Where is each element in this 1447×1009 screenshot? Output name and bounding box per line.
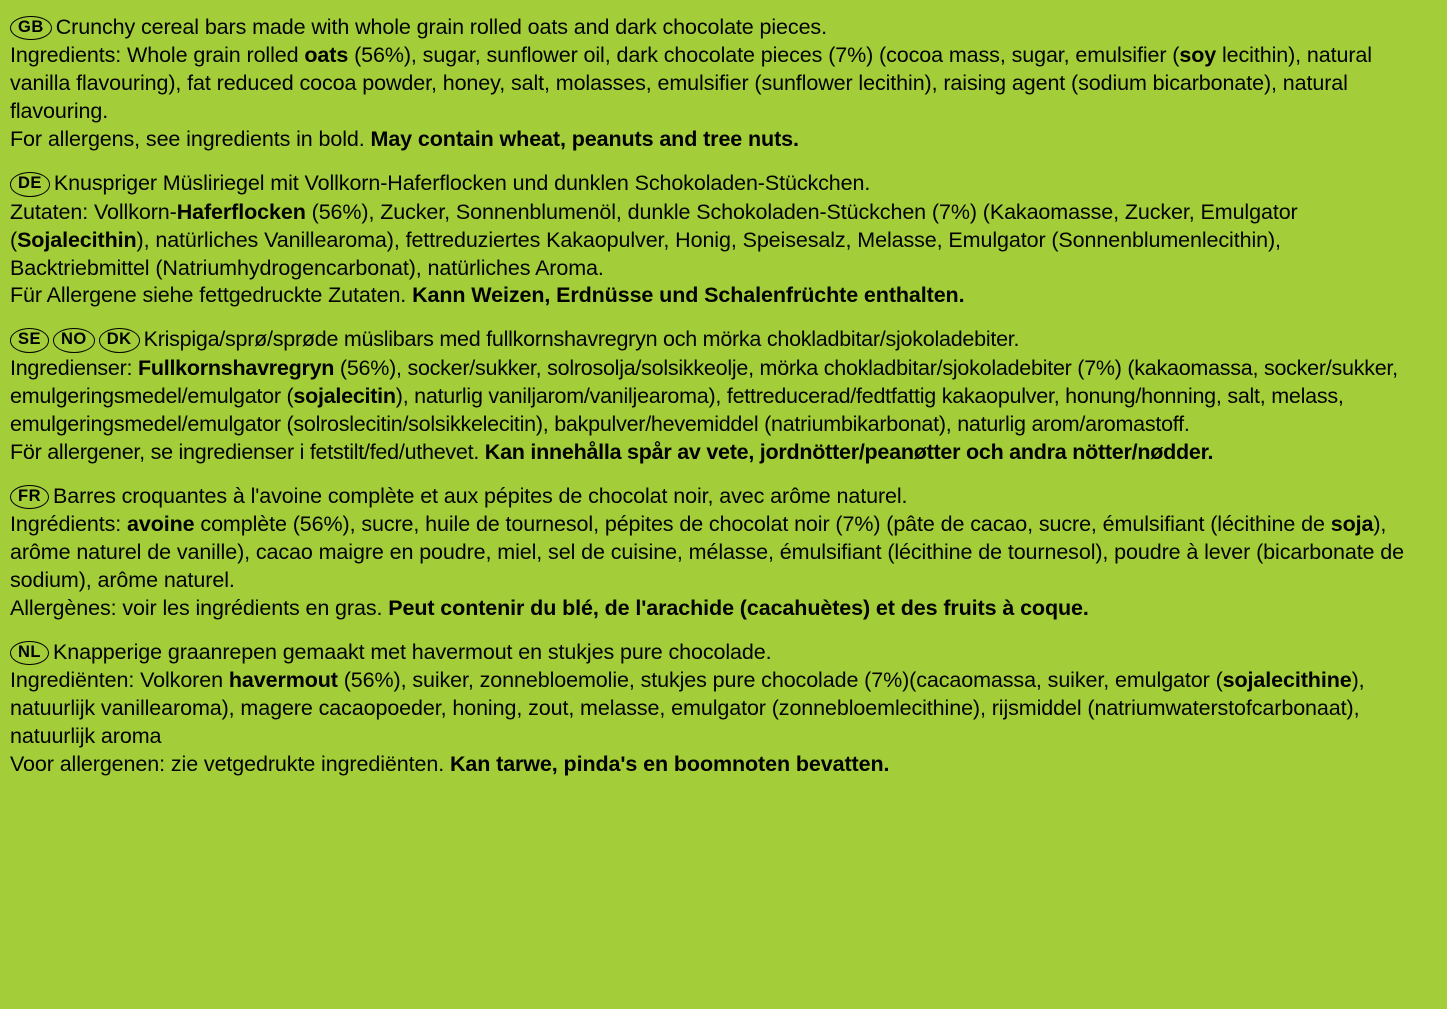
country-flag-nl: NL: [10, 641, 49, 665]
flag-group-gb: [10, 14, 56, 42]
flag-group-nl: [10, 639, 53, 667]
language-block-fr: [10, 483, 1423, 623]
flag-group-se-no-dk: [10, 326, 144, 354]
headline-text-fr: Barres croquantes à l'avoine complète et aux pépites de chocolat noir, avec arôme naturel.: [53, 483, 908, 508]
language-block-gb: [10, 14, 1423, 154]
country-flag-gb: GB: [10, 16, 52, 40]
flag-group-de: [10, 170, 54, 198]
country-flag-fr: FR: [10, 485, 49, 509]
headline-text-de: Knuspriger Müsliriegel mit Vollkorn-Haferflocken und dunklen Schokoladen-Stückchen.: [53, 171, 871, 196]
ingredients-fr: Ingrédients: avoine complète (56%), sucre, huile de tournesol, pépites de chocolat noir (7%) (pâte de cacao, sucre, émulsifiant (lécithine de soja), arôme naturel de vanille), cacao maigre en poudre, miel, sel de cuisine, mélasse, émulsifiant (lécithine de tournesol), poudre à lever (bicarbonate de sodium), arôme naturel.: [10, 512, 1405, 592]
allergens-fr: Allergènes: voir les ingrédients en gras. Peut contenir du blé, de l'arachide (cacahuètes) et des fruits à coque.: [10, 595, 1089, 620]
headline-text-se-no-dk: Krispiga/sprø/sprøde müslibars med fullkornshavregryn och mörka chokladbitar/sjokoladebiter.: [143, 327, 1020, 352]
flag-group-fr: [10, 483, 53, 511]
country-flag-dk: DK: [99, 328, 140, 352]
headline-fr: [10, 483, 1423, 511]
headline-se-no-dk: [10, 326, 1423, 354]
country-flag-se: SE: [10, 328, 49, 352]
allergens-se-no-dk: För allergener, se ingredienser i fetstilt/fed/uthevet. Kan innehålla spår av vete, jordnötter/peanøtter och andra nötter/nødder.: [10, 439, 1214, 464]
language-block-nl: [10, 639, 1423, 779]
ingredients-nl: Ingrediënten: Volkoren havermout (56%), suiker, zonnebloemolie, stukjes pure chocolade (7%)(cacaomassa, suiker, emulgator (sojalecithine), natuurlijk vanillearoma), magere cacaopoeder, honing, zout, melasse, emulgator (zonnebloemlecithine), rijsmiddel (natriumwaterstofcarbonaat), natuurlijk aroma: [10, 668, 1365, 749]
headline-text-gb: Crunchy cereal bars made with whole grain rolled oats and dark chocolate pieces.: [55, 15, 827, 39]
headline-text-nl: Knapperige graanrepen gemaakt met havermout en stukjes pure chocolade.: [53, 639, 772, 664]
allergens-de: Für Allergene siehe fettgedruckte Zutaten. Kann Weizen, Erdnüsse und Schalenfrüchte enthalten.: [10, 283, 965, 308]
language-block-de: [10, 170, 1423, 310]
allergens-gb: For allergens, see ingredients in bold. May contain wheat, peanuts and tree nuts.: [10, 127, 799, 152]
headline-de: [10, 170, 1423, 198]
ingredients-gb: Ingredients: Whole grain rolled oats (56%), sugar, sunflower oil, dark chocolate pieces (7%) (cocoa mass, sugar, emulsifier (soy lecithin), natural vanilla flavouring), fat reduced cocoa powder, honey, salt, molasses, emulsifier (sunflower lecithin), raising agent (sodium bicarbonate), natural flavouring.: [10, 43, 1372, 124]
ingredients-de: Zutaten: Vollkorn-Haferflocken (56%), Zucker, Sonnenblumenöl, dunkle Schokoladen-Stückchen (7%) (Kakaomasse, Zucker, Emulgator (Sojalecithin), natürliches Vanillearoma), fettreduziertes Kakaopulver, Honig, Speisesalz, Melasse, Emulgator (Sonnenblumenlecithin), Backtriebmittel (Natriumhydrogencarbonat), natürliches Aroma.: [10, 199, 1298, 280]
headline-gb: [10, 14, 1423, 42]
country-flag-no: NO: [53, 328, 95, 352]
language-block-se-no-dk: [10, 326, 1423, 466]
headline-nl: [10, 639, 1423, 667]
country-flag-de: DE: [10, 172, 50, 196]
ingredients-se-no-dk: Ingredienser: Fullkornshavregryn (56%), socker/sukker, solrosolja/solsikkeolje, mörka chokladbitar/sjokoladebiter (7%) (kakaomassa, socker/sukker, emulgeringsmedel/emulgator (sojalecitin), naturlig vaniljarom/vaniljearoma), fettreducerad/fedtfattig kakaopulver, honung/honning, salt, melass, emulgeringsmedel/emulgator (solroslecitin/solsikkelecitin), bakpulver/hevemiddel (natriumbikarbonat), naturlig arom/aromastoff.: [10, 355, 1398, 436]
allergens-nl: Voor allergenen: zie vetgedrukte ingrediënten. Kan tarwe, pinda's en boomnoten bevatten.: [10, 752, 890, 776]
